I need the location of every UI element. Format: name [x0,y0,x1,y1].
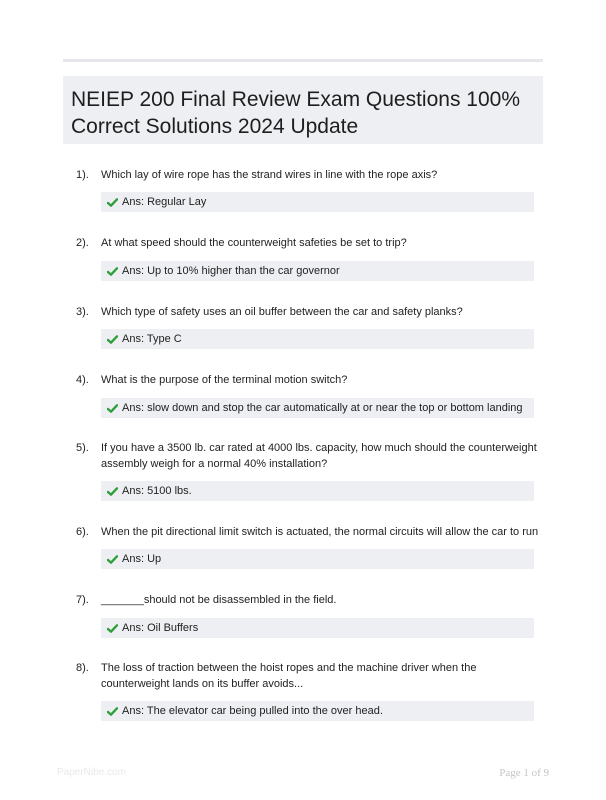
check-icon [107,404,118,413]
answer-text: Ans: 5100 lbs. [122,485,192,497]
question-text: If you have a 3500 lb. car rated at 4000 lbs. capacity, how much should the counterweight assembly weigh for a normal 40% installation? [101,442,537,470]
answer-text: Ans: Oil Buffers [122,622,199,634]
question-number: 2). [76,237,89,249]
page-number: Page 1 of 9 [499,767,549,779]
question-number: 8). [76,662,89,674]
answer-box [101,618,534,638]
check-icon [107,707,118,716]
answer-box [101,261,534,281]
question-number: 3). [76,306,89,318]
question-text: Which lay of wire rope has the strand wires in line with the rope axis? [101,169,438,181]
question-text: At what speed should the counterweight safeties be set to trip? [101,237,407,249]
answer-box [101,701,534,721]
answer-box [101,481,534,501]
question-number: 4). [76,374,89,386]
check-icon [107,487,118,496]
question-number: 6). [76,526,89,538]
question-text: _______should not be disassembled in the field. [101,594,337,606]
answer-text: Ans: Type C [122,333,182,345]
question-text: When the pit directional limit switch is actuated, the normal circuits will allow the car to run [101,526,539,538]
answer-text: Ans: slow down and stop the car automatically at or near the top or bottom landing [122,402,523,414]
check-icon [107,555,118,564]
question-number: 5). [76,442,89,454]
answer-text: Ans: The elevator car being pulled into the over head. [122,705,383,717]
answer-box [101,192,534,212]
answer-text: Ans: Up to 10% higher than the car governor [122,265,340,277]
answer-text: Ans: Up [122,553,162,565]
check-icon [107,267,118,276]
answer-box [101,549,534,569]
question-text: What is the purpose of the terminal motion switch? [101,374,348,386]
check-icon [107,198,118,207]
question-text: Which type of safety uses an oil buffer between the car and safety planks? [101,306,463,318]
check-icon [107,624,118,633]
answer-box [101,329,534,349]
top-divider [63,59,543,62]
watermark: PaperNibe.com [57,767,126,778]
question-number: 7). [76,594,89,606]
answer-text: Ans: Regular Lay [122,196,207,208]
title-banner [63,76,543,144]
check-icon [107,335,118,344]
answer-box [101,398,534,418]
page-title: NEIEP 200 Final Review Exam Questions 100% Correct Solutions 2024 Update [71,88,520,138]
question-text: The loss of traction between the hoist ropes and the machine driver when the counterweight lands on its buffer avoids... [101,662,477,690]
question-number: 1). [76,169,89,181]
